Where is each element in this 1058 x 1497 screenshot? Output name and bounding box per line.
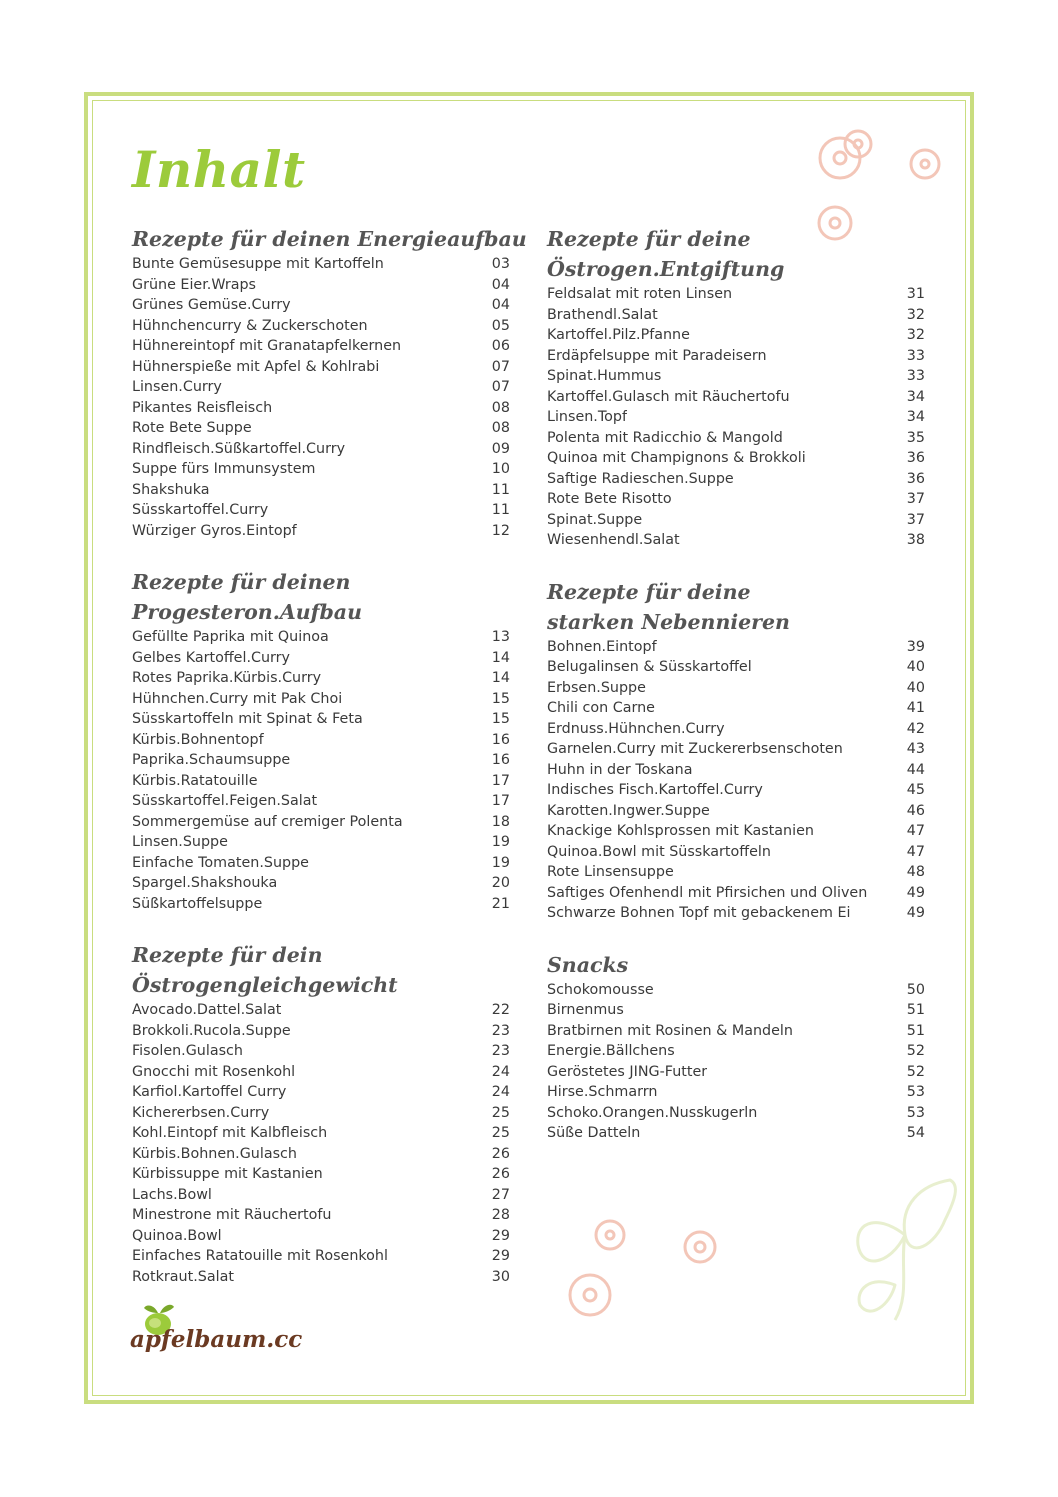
- toc-entry[interactable]: [547, 305, 925, 326]
- entry-title: Kohl.Eintopf mit Kalbfleisch: [132, 1125, 328, 1141]
- toc-entry[interactable]: [132, 853, 510, 874]
- toc-entry[interactable]: [547, 1103, 925, 1124]
- entry-title: Indisches Fisch.Kartoffel.Curry: [547, 782, 763, 798]
- entry-page: 34: [906, 409, 925, 425]
- entry-page: 11: [491, 502, 510, 518]
- entry-title: Schokomousse: [547, 981, 654, 998]
- entry-page: 23: [491, 1043, 510, 1059]
- toc-section: [132, 567, 510, 914]
- toc-entry[interactable]: [132, 1123, 510, 1144]
- toc-entry[interactable]: [547, 469, 925, 490]
- entry-page: 37: [906, 511, 925, 528]
- entry-title: Quinoa.Bowl mit Süsskartoffeln: [547, 843, 771, 860]
- entry-title: Kürbissuppe mit Kastanien: [132, 1166, 323, 1182]
- entry-page: 20: [491, 875, 510, 891]
- toc-entry[interactable]: [547, 903, 925, 924]
- entry-title: Birnenmus: [547, 1002, 624, 1018]
- toc-left-column: [132, 224, 527, 1313]
- toc-entry[interactable]: [132, 336, 510, 357]
- decorative-circles-bottom: [560, 1210, 730, 1320]
- entry-page: 46: [906, 802, 925, 819]
- entry-title: Schwarze Bohnen Topf mit gebackenem Ei: [547, 905, 851, 921]
- entry-page: 25: [491, 1104, 510, 1121]
- toc-entry[interactable]: [547, 428, 925, 449]
- entry-title: Rote Bete Suppe: [132, 420, 252, 436]
- toc-entry[interactable]: [132, 357, 510, 378]
- entry-title: Süsskartoffel.Feigen.Salat: [132, 793, 318, 809]
- toc-entry[interactable]: [132, 377, 510, 398]
- entry-title: Rindfleisch.Süßkartoffel.Curry: [132, 440, 346, 457]
- section-entries: [132, 1000, 510, 1287]
- entry-page: 08: [491, 420, 510, 436]
- entry-page: 10: [491, 461, 510, 477]
- toc-entry[interactable]: [132, 254, 510, 275]
- entry-title: Grüne Eier.Wraps: [132, 276, 256, 293]
- toc-entry[interactable]: [132, 275, 510, 296]
- toc-entry[interactable]: [547, 698, 925, 719]
- entry-page: 30: [491, 1268, 510, 1285]
- toc-entry[interactable]: [547, 325, 925, 346]
- entry-page: 32: [906, 306, 925, 323]
- toc-section: [547, 577, 925, 924]
- entry-page: 53: [906, 1084, 925, 1100]
- entry-title: Spinat.Suppe: [547, 511, 643, 528]
- entry-page: 15: [491, 690, 510, 707]
- entry-title: Avocado.Dattel.Salat: [132, 1002, 282, 1018]
- entry-title: Gelbes Kartoffel.Curry: [132, 649, 290, 666]
- toc-entry[interactable]: [132, 750, 510, 771]
- entry-page: 29: [491, 1248, 510, 1264]
- entry-page: 09: [491, 440, 510, 457]
- entry-title: Einfaches Ratatouille mit Rosenkohl: [132, 1248, 388, 1264]
- entry-page: 17: [491, 772, 510, 789]
- toc-entry[interactable]: [132, 1205, 510, 1226]
- toc-entry[interactable]: [132, 1226, 510, 1247]
- toc-entry[interactable]: [547, 489, 925, 510]
- entry-title: Sommergemüse auf cremiger Polenta: [132, 813, 403, 830]
- entry-title: Lachs.Bowl: [132, 1186, 212, 1203]
- toc-entry[interactable]: [547, 387, 925, 408]
- toc-entry[interactable]: [132, 730, 510, 751]
- entry-page: 16: [491, 752, 510, 768]
- entry-title: Kürbis.Bohnen.Gulasch: [132, 1145, 297, 1162]
- entry-title: Einfache Tomaten.Suppe: [132, 854, 309, 871]
- toc-entry[interactable]: [132, 1103, 510, 1124]
- entry-page: 51: [906, 1022, 925, 1039]
- entry-page: 26: [491, 1166, 510, 1182]
- toc-entry[interactable]: [132, 771, 510, 792]
- entry-title: Saftiges Ofenhendl mit Pfirsichen und Oliven: [547, 884, 868, 901]
- entry-title: Süße Datteln: [547, 1125, 641, 1141]
- toc-right-column: [547, 224, 925, 1170]
- entry-title: Gnocchi mit Rosenkohl: [132, 1063, 296, 1080]
- toc-entry[interactable]: [547, 448, 925, 469]
- toc-entry[interactable]: [132, 873, 510, 894]
- toc-entry[interactable]: [132, 894, 510, 915]
- entry-page: 33: [906, 347, 925, 364]
- entry-title: Kartoffel.Gulasch mit Räuchertofu: [547, 388, 790, 405]
- entry-title: Gefüllte Paprika mit Quinoa: [132, 629, 329, 645]
- entry-title: Hühnerspieße mit Apfel & Kohlrabi: [132, 358, 380, 375]
- entry-page: 07: [491, 379, 510, 395]
- entry-page: 50: [906, 981, 925, 998]
- entry-title: Rotes Paprika.Kürbis.Curry: [132, 670, 322, 686]
- toc-entry[interactable]: [547, 1021, 925, 1042]
- entry-title: Polenta mit Radicchio & Mangold: [547, 429, 783, 446]
- toc-entry[interactable]: [132, 1000, 510, 1021]
- entry-page: 35: [906, 429, 925, 446]
- entry-page: 28: [491, 1207, 510, 1223]
- entry-title: Energie.Bällchens: [547, 1043, 675, 1059]
- entry-title: Pikantes Reisfleisch: [132, 399, 273, 416]
- entry-title: Kartoffel.Pilz.Pfanne: [547, 327, 690, 343]
- entry-page: 24: [491, 1084, 510, 1100]
- toc-entry[interactable]: [547, 530, 925, 551]
- entry-page: 14: [491, 670, 510, 686]
- entry-title: Rote Linsensuppe: [547, 864, 674, 880]
- entry-title: Hühnchencurry & Zuckerschoten: [132, 317, 368, 334]
- section-title: Rezepte für dein Östrogengleichgewicht: [132, 943, 398, 997]
- entry-title: Kichererbsen.Curry: [132, 1104, 270, 1121]
- toc-entry[interactable]: [132, 709, 510, 730]
- section-title: Rezepte für deinen Progesteron.Aufbau: [132, 570, 362, 624]
- toc-section: [132, 224, 527, 541]
- entry-page: 11: [491, 481, 510, 498]
- toc-entry[interactable]: [132, 1062, 510, 1083]
- toc-entry[interactable]: [132, 791, 510, 812]
- entry-title: Hirse.Schmarrn: [547, 1084, 658, 1100]
- toc-entry[interactable]: [132, 1164, 510, 1185]
- entry-page: 42: [906, 720, 925, 737]
- entry-title: Karfiol.Kartoffel Curry: [132, 1084, 287, 1100]
- entry-page: 37: [906, 491, 925, 507]
- entry-page: 40: [906, 659, 925, 675]
- toc-entry[interactable]: [132, 1082, 510, 1103]
- entry-page: 15: [491, 711, 510, 727]
- entry-page: 48: [906, 864, 925, 880]
- entry-title: Huhn in der Toskana: [547, 761, 693, 778]
- section-entries: [547, 637, 925, 924]
- entry-title: Karotten.Ingwer.Suppe: [547, 802, 710, 819]
- toc-entry[interactable]: [547, 821, 925, 842]
- toc-entry[interactable]: [132, 1185, 510, 1206]
- toc-entry[interactable]: [132, 1144, 510, 1165]
- entry-page: 21: [491, 895, 510, 912]
- toc-entry[interactable]: [547, 1123, 925, 1144]
- entry-page: 31: [906, 286, 925, 302]
- toc-entry[interactable]: [547, 780, 925, 801]
- section-title: Rezepte für deinen Energieaufbau: [132, 227, 527, 251]
- entry-page: 25: [491, 1125, 510, 1141]
- toc-entry[interactable]: [547, 739, 925, 760]
- toc-entry[interactable]: [132, 521, 510, 542]
- toc-section: [547, 950, 925, 1144]
- entry-page: 23: [491, 1022, 510, 1039]
- toc-entry[interactable]: [132, 459, 510, 480]
- entry-page: 33: [906, 368, 925, 384]
- toc-entry[interactable]: [132, 812, 510, 833]
- entry-page: 04: [491, 276, 510, 293]
- entry-title: Wiesenhendl.Salat: [547, 532, 680, 548]
- section-title: Rezepte für deine Östrogen.Entgiftung: [547, 227, 785, 281]
- entry-page: 40: [906, 679, 925, 696]
- toc-entry[interactable]: [132, 668, 510, 689]
- section-title: Rezepte für deine starken Nebennieren: [547, 579, 790, 634]
- toc-entry[interactable]: [547, 284, 925, 305]
- entry-title: Schoko.Orangen.Nusskugerln: [547, 1104, 758, 1121]
- entry-page: 52: [906, 1043, 925, 1059]
- page-title: Inhalt: [132, 140, 306, 199]
- entry-page: 27: [491, 1186, 510, 1203]
- entry-page: 36: [906, 450, 925, 466]
- entry-title: Linsen.Suppe: [132, 834, 228, 850]
- toc-entry[interactable]: [547, 862, 925, 883]
- toc-entry[interactable]: [132, 316, 510, 337]
- entry-title: Süsskartoffeln mit Spinat & Feta: [132, 711, 363, 727]
- toc-entry[interactable]: [547, 366, 925, 387]
- entry-page: 52: [906, 1063, 925, 1080]
- logo: [130, 1298, 303, 1362]
- toc-entry[interactable]: [132, 1267, 510, 1288]
- toc-entry[interactable]: [547, 510, 925, 531]
- entry-title: Brokkoli.Rucola.Suppe: [132, 1022, 291, 1039]
- toc-entry[interactable]: [547, 883, 925, 904]
- entry-page: 53: [906, 1104, 925, 1121]
- entry-title: Linsen.Topf: [547, 409, 628, 425]
- entry-page: 47: [906, 823, 925, 839]
- entry-page: 47: [906, 843, 925, 860]
- entry-page: 34: [906, 388, 925, 405]
- entry-title: Quinoa mit Champignons & Brokkoli: [547, 450, 806, 466]
- entry-title: Saftige Radieschen.Suppe: [547, 470, 734, 487]
- toc-entry[interactable]: [547, 980, 925, 1001]
- leaf-icon: [850, 1175, 960, 1325]
- entry-page: 54: [906, 1125, 925, 1141]
- entry-page: 45: [906, 782, 925, 798]
- entry-page: 44: [906, 761, 925, 778]
- entry-page: 49: [906, 884, 925, 901]
- toc-entry[interactable]: [132, 1041, 510, 1062]
- toc-section: [547, 224, 925, 551]
- section-entries: [547, 980, 925, 1144]
- entry-page: 07: [491, 358, 510, 375]
- section-entries: [132, 254, 510, 541]
- entry-title: Quinoa.Bowl: [132, 1227, 222, 1244]
- entry-title: Würziger Gyros.Eintopf: [132, 522, 297, 539]
- toc-entry[interactable]: [547, 801, 925, 822]
- entry-page: 14: [491, 649, 510, 666]
- toc-entry[interactable]: [547, 1000, 925, 1021]
- entry-page: 26: [491, 1145, 510, 1162]
- toc-entry[interactable]: [132, 1021, 510, 1042]
- entry-page: 51: [906, 1002, 925, 1018]
- toc-entry[interactable]: [132, 480, 510, 501]
- entry-page: 18: [491, 813, 510, 830]
- entry-title: Erdnuss.Hühnchen.Curry: [547, 720, 725, 737]
- entry-title: Knackige Kohlsprossen mit Kastanien: [547, 823, 814, 839]
- entry-page: 13: [491, 629, 510, 645]
- toc-entry[interactable]: [547, 407, 925, 428]
- entry-page: 04: [491, 297, 510, 313]
- entry-title: Geröstetes JING-Futter: [547, 1063, 708, 1080]
- entry-page: 49: [906, 905, 925, 921]
- entry-title: Belugalinsen & Süsskartoffel: [547, 659, 752, 675]
- entry-page: 36: [906, 470, 925, 487]
- toc-entry[interactable]: [547, 678, 925, 699]
- entry-title: Erbsen.Suppe: [547, 679, 646, 696]
- entry-title: Shakshuka: [132, 481, 210, 498]
- entry-page: 16: [491, 731, 510, 748]
- toc-entry[interactable]: [132, 500, 510, 521]
- section-entries: [547, 284, 925, 551]
- entry-page: 41: [906, 700, 925, 716]
- section-entries: [132, 627, 510, 914]
- entry-title: Bohnen.Eintopf: [547, 638, 657, 655]
- entry-title: Minestrone mit Räuchertofu: [132, 1207, 332, 1223]
- entry-page: 39: [906, 638, 925, 655]
- entry-title: Brathendl.Salat: [547, 306, 658, 323]
- entry-title: Erdäpfelsuppe mit Paradeisern: [547, 347, 767, 364]
- toc-entry[interactable]: [547, 637, 925, 658]
- toc-entry[interactable]: [547, 760, 925, 781]
- entry-title: Chili con Carne: [547, 700, 655, 716]
- toc-entry[interactable]: [132, 418, 510, 439]
- toc-entry[interactable]: [547, 1082, 925, 1103]
- toc-entry[interactable]: [547, 657, 925, 678]
- entry-page: 32: [906, 327, 925, 343]
- entry-page: 19: [491, 854, 510, 871]
- entry-title: Suppe fürs Immunsystem: [132, 461, 316, 477]
- entry-title: Kürbis.Ratatouille: [132, 772, 258, 789]
- entry-title: Spinat.Hummus: [547, 368, 662, 384]
- entry-title: Fisolen.Gulasch: [132, 1043, 243, 1059]
- toc-entry[interactable]: [132, 648, 510, 669]
- section-title: Snacks: [547, 952, 629, 977]
- logo-text: apfelbaum.cc: [130, 1326, 303, 1353]
- entry-page: 43: [906, 741, 925, 757]
- toc-entry[interactable]: [132, 689, 510, 710]
- entry-page: 24: [491, 1063, 510, 1080]
- entry-title: Garnelen.Curry mit Zuckererbsenschoten: [547, 741, 843, 757]
- entry-title: Süsskartoffel.Curry: [132, 502, 269, 518]
- toc-entry[interactable]: [132, 398, 510, 419]
- toc-section: [132, 940, 510, 1287]
- toc-entry[interactable]: [547, 842, 925, 863]
- entry-page: 22: [491, 1002, 510, 1018]
- entry-title: Grünes Gemüse.Curry: [132, 297, 291, 313]
- entry-title: Linsen.Curry: [132, 379, 222, 395]
- entry-title: Kürbis.Bohnentopf: [132, 731, 264, 748]
- toc-entry[interactable]: [547, 1062, 925, 1083]
- entry-title: Hühnereintopf mit Granatapfelkernen: [132, 338, 402, 354]
- entry-page: 19: [491, 834, 510, 850]
- entry-title: Rotkraut.Salat: [132, 1268, 234, 1285]
- entry-page: 17: [491, 793, 510, 809]
- entry-page: 06: [491, 338, 510, 354]
- toc-entry[interactable]: [132, 295, 510, 316]
- entry-title: Paprika.Schaumsuppe: [132, 752, 291, 768]
- entry-title: Feldsalat mit roten Linsen: [547, 286, 733, 302]
- entry-page: 29: [491, 1227, 510, 1244]
- entry-title: Spargel.Shakshouka: [132, 875, 278, 891]
- toc-entry[interactable]: [547, 1041, 925, 1062]
- entry-page: 38: [906, 532, 925, 548]
- entry-title: Rote Bete Risotto: [547, 491, 672, 507]
- toc-entry[interactable]: [132, 627, 510, 648]
- toc-entry[interactable]: [547, 346, 925, 367]
- toc-entry[interactable]: [132, 832, 510, 853]
- entry-page: 03: [491, 256, 510, 272]
- entry-page: 12: [491, 522, 510, 539]
- entry-title: Bunte Gemüsesuppe mit Kartoffeln: [132, 256, 384, 272]
- entry-title: Süßkartoffelsuppe: [132, 895, 263, 912]
- entry-title: Bratbirnen mit Rosinen & Mandeln: [547, 1022, 793, 1039]
- entry-page: 08: [491, 399, 510, 416]
- toc-entry[interactable]: [132, 439, 510, 460]
- entry-title: Hühnchen.Curry mit Pak Choi: [132, 690, 343, 707]
- entry-page: 05: [491, 317, 510, 334]
- toc-entry[interactable]: [132, 1246, 510, 1267]
- toc-entry[interactable]: [547, 719, 925, 740]
